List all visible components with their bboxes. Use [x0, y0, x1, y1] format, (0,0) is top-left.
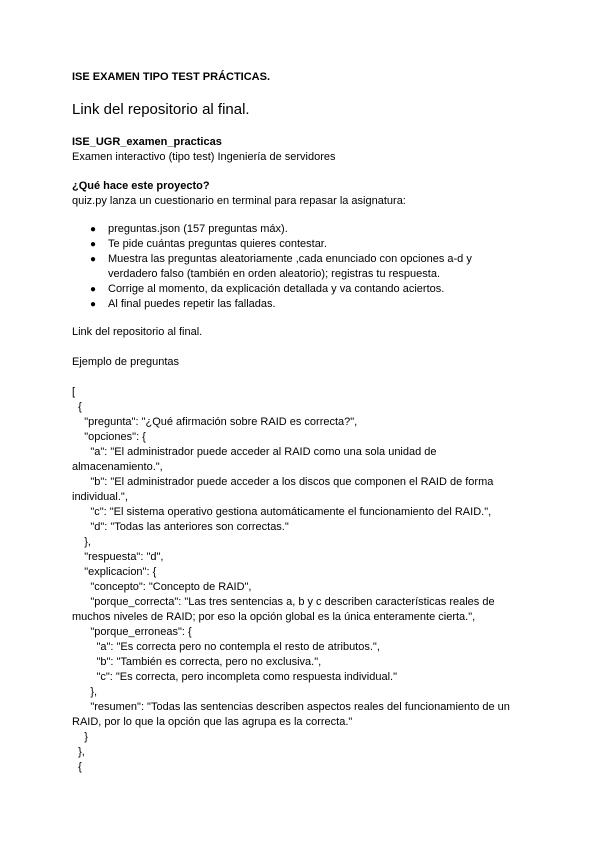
code-line: "a": "Es correcta pero no contempla el resto de atributos.", [72, 641, 380, 653]
list-item [90, 222, 510, 237]
json-example-block [72, 385, 532, 775]
code-line: "b": "También es correcta, pero no exclusiva.", [72, 656, 322, 668]
code-line: "opciones": { [72, 431, 146, 443]
code-line: }, [72, 686, 98, 698]
repository-link-heading: Link del repositorio al final. [72, 101, 250, 118]
code-line: }, [72, 746, 85, 758]
code-line: muchos niveles de RAID; por eso la opción global es la única enteramente cierta.", [72, 611, 476, 623]
list-item [90, 252, 510, 282]
code-line: "respuesta": "d", [72, 551, 164, 563]
example-questions-heading: Ejemplo de preguntas [72, 356, 180, 368]
code-line: "pregunta": "¿Qué afirmación sobre RAID es correcta?", [72, 416, 358, 428]
list-item-text: preguntas.json (157 preguntas máx). [108, 223, 288, 235]
repository-name: ISE_UGR_examen_practicas [72, 136, 222, 148]
project-purpose-heading: ¿Qué hace este proyecto? [72, 180, 210, 192]
code-line: individual.", [72, 491, 128, 503]
code-line: "a": "El administrador puede acceder al RAID como una sola unidad de [72, 446, 437, 458]
list-item [90, 237, 510, 252]
code-line: almacenamiento.", [72, 461, 163, 473]
code-line: "porque_correcta": "Las tres sentencias a, b y c describen características reales de [72, 596, 495, 608]
code-line: } [72, 731, 88, 743]
repository-description: Examen interactivo (tipo test) Ingeniería de servidores [72, 151, 336, 163]
code-line: "c": "Es correcta, pero incompleta como respuesta individual." [72, 671, 397, 683]
code-line: [ [72, 386, 76, 398]
feature-bullet-list [90, 222, 510, 312]
code-line: "c": "El sistema operativo gestiona automáticamente el funcionamiento del RAID.", [72, 506, 492, 518]
bullet-icon: ● [90, 284, 97, 295]
project-purpose-intro: quiz.py lanza un cuestionario en terminal para repasar la asignatura: [72, 195, 406, 207]
list-item-text: Muestra las preguntas aleatoriamente ,cada enunciado con opciones a-d y verdadero falso (también en orden aleatorio); registras tu respuesta. [108, 253, 472, 280]
bullet-icon: ● [90, 239, 97, 250]
code-line: { [72, 761, 82, 773]
list-item-text: Al final puedes repetir las falladas. [108, 298, 276, 310]
list-item-text: Te pide cuántas preguntas quieres contestar. [108, 238, 327, 250]
code-line: RAID, por lo que la opción que las agrupa es la correcta." [72, 716, 353, 728]
code-line: "resumen": "Todas las sentencias describen aspectos reales del funcionamiento de un [72, 701, 510, 713]
repository-link-note: Link del repositorio al final. [72, 326, 203, 338]
document-top-title: ISE EXAMEN TIPO TEST PRÁCTICAS. [72, 71, 271, 83]
code-line: "explicacion": { [72, 566, 157, 578]
bullet-icon: ● [90, 299, 97, 310]
code-line: { [72, 401, 82, 413]
code-line: "b": "El administrador puede acceder a los discos que componen el RAID de forma [72, 476, 494, 488]
bullet-icon: ● [90, 224, 97, 235]
list-item [90, 297, 510, 312]
bullet-icon: ● [90, 254, 97, 265]
code-line: "d": "Todas las anteriores son correctas." [72, 521, 289, 533]
list-item [90, 282, 510, 297]
code-line: }, [72, 536, 91, 548]
code-line: "porque_erroneas": { [72, 626, 192, 638]
list-item-text: Corrige al momento, da explicación detallada y va contando aciertos. [108, 283, 445, 295]
code-line: "concepto": "Concepto de RAID", [72, 581, 252, 593]
